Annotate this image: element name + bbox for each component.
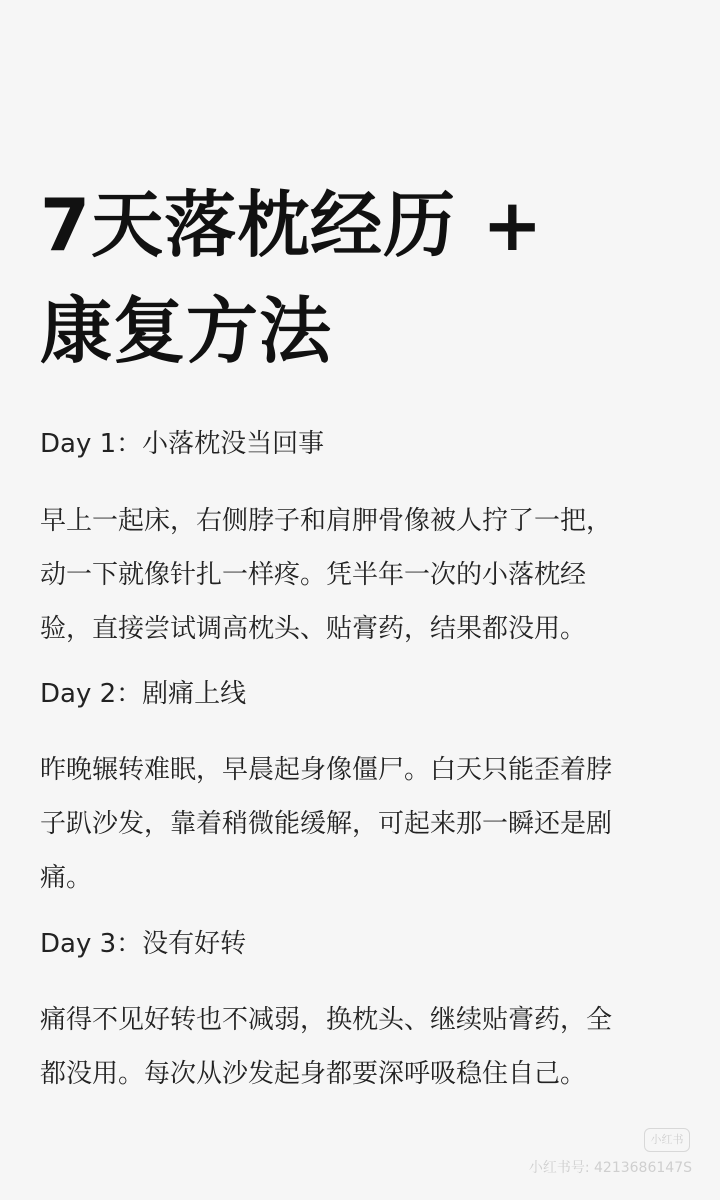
paragraph-line: 痛。 [40, 863, 93, 893]
day-3-heading: Day 3：没有好转 [40, 929, 247, 959]
post-title [40, 172, 700, 384]
title-line-2: 康复方法 [40, 289, 333, 373]
day-2-paragraph [40, 743, 690, 905]
day-1-heading: Day 1：小落枕没当回事 [40, 429, 325, 459]
paragraph-line: 早上一起床，右侧脖子和肩胛骨像被人拧了一把， [40, 506, 613, 536]
day-2-heading: Day 2：剧痛上线 [40, 679, 247, 709]
paragraph-line: 都没用。每次从沙发起身都要深呼吸稳住自己。 [40, 1059, 587, 1089]
day-1-paragraph [40, 494, 690, 656]
day-3-paragraph [40, 993, 690, 1101]
watermark-logo: 小红书 [644, 1128, 690, 1152]
paragraph-line: 验，直接尝试调高枕头、贴膏药，结果都没用。 [40, 614, 587, 644]
title-line-1: 7天落枕经历 + [40, 183, 544, 267]
paragraph-line: 子趴沙发，靠着稍微能缓解，可起来那一瞬还是剧 [40, 809, 613, 839]
paragraph-line: 痛得不见好转也不减弱，换枕头、继续贴膏药，全 [40, 1005, 613, 1035]
watermark-id: 小红书号: 4213686147S [528, 1160, 692, 1176]
paragraph-line: 昨晚辗转难眠，早晨起身像僵尸。白天只能歪着脖 [40, 755, 613, 785]
paragraph-line: 动一下就像针扎一样疼。凭半年一次的小落枕经 [40, 560, 587, 590]
